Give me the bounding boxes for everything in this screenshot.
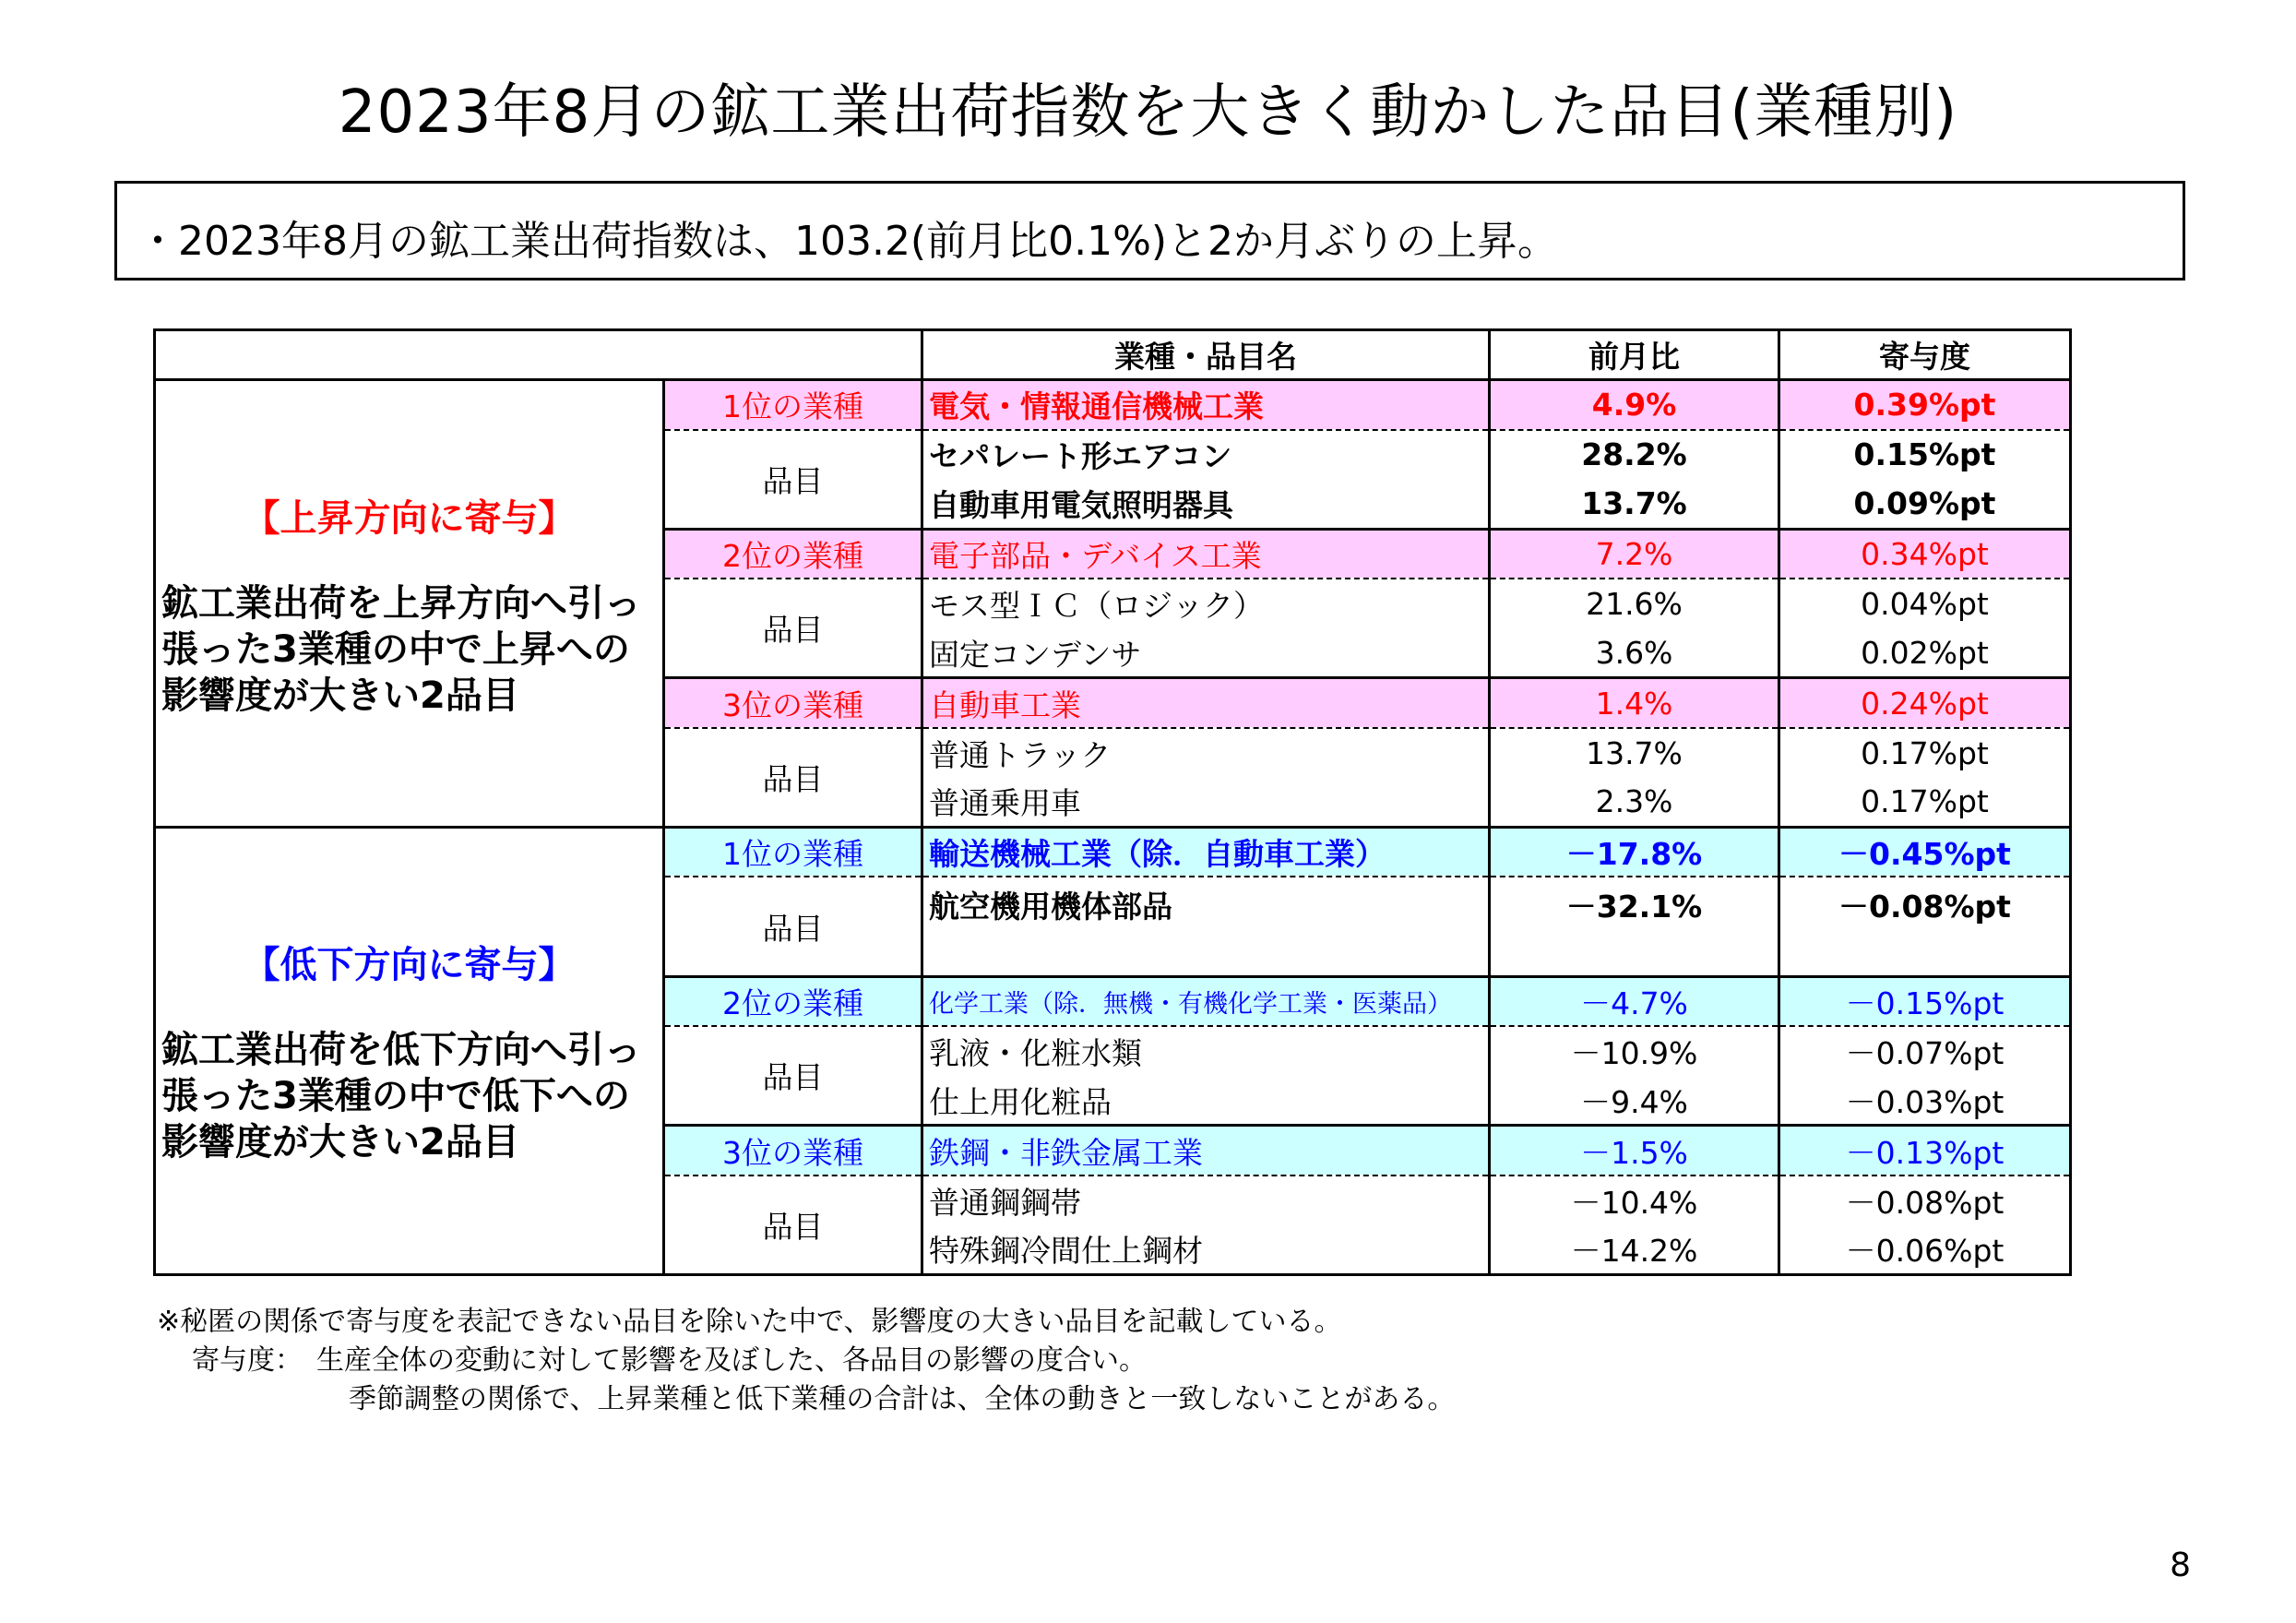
item-mom: －32.1% (1490, 877, 1779, 926)
table-header-row (155, 330, 2071, 380)
item-name: 自動車用電気照明器具 (922, 479, 1490, 529)
header-contrib: 寄与度 (1779, 330, 2071, 380)
item-name: 仕上用化粧品 (922, 1076, 1490, 1126)
page-number: 8 (2170, 1546, 2191, 1584)
down-description: 鉱工業出荷を低下方向へ引っ張った3業種の中で低下への影響度が大きい2品目 (161, 1029, 641, 1164)
industry-name: 電気・情報通信機械工業 (922, 380, 1490, 430)
industry-name: 輸送機械工業（除．自動車工業） (922, 827, 1490, 877)
table-row (155, 827, 2071, 877)
item-label: 品目 (664, 728, 922, 828)
item-mom: 3.6% (1490, 628, 1779, 678)
item-mom: －10.4% (1490, 1175, 1779, 1225)
item-mom: －9.4% (1490, 1076, 1779, 1126)
item-mom: 13.7% (1490, 728, 1779, 778)
item-label: 品目 (664, 579, 922, 678)
footnote-line: 寄与度： 生産全体の変動に対して影響を及ぼした、各品目の影響の度合い。 (192, 1344, 1147, 1377)
industry-mom: 4.9% (1490, 380, 1779, 430)
item-contrib: 0.09%pt (1779, 479, 2071, 529)
item-label: 品目 (664, 1175, 922, 1275)
industry-mom: －17.8% (1490, 827, 1779, 877)
table-row (155, 380, 2071, 430)
empty-cell (922, 926, 1490, 976)
item-label: 品目 (664, 430, 922, 530)
rank-label: 2位の業種 (664, 529, 922, 579)
industry-mom: －1.5% (1490, 1126, 1779, 1175)
page-title: 2023年8月の鉱工業出荷指数を大きく動かした品目(業種別) (338, 78, 1958, 147)
item-name: セパレート形エアコン (922, 430, 1490, 480)
item-contrib: 0.04%pt (1779, 579, 2071, 628)
rank-label: 3位の業種 (664, 678, 922, 728)
item-contrib: －0.07%pt (1779, 1026, 2071, 1076)
header-name: 業種・品目名 (922, 330, 1490, 380)
industry-contrib: －0.15%pt (1779, 976, 2071, 1026)
down-label-cell (155, 827, 664, 1274)
industry-contrib: －0.13%pt (1779, 1126, 2071, 1175)
rank-label: 3位の業種 (664, 1126, 922, 1175)
industry-name: 自動車工業 (922, 678, 1490, 728)
rank-label: 2位の業種 (664, 976, 922, 1026)
item-label: 品目 (664, 1026, 922, 1126)
header-mom: 前月比 (1490, 330, 1779, 380)
item-mom: －14.2% (1490, 1225, 1779, 1275)
item-name: 航空機用機体部品 (922, 877, 1490, 926)
item-mom: 28.2% (1490, 430, 1779, 480)
item-contrib: 0.17%pt (1779, 778, 2071, 828)
industry-contrib: 0.39%pt (1779, 380, 2071, 430)
footnote-line: 季節調整の関係で、上昇業種と低下業種の合計は、全体の動きと一致しないことがある。 (349, 1383, 1456, 1415)
item-name: 特殊鋼冷間仕上鋼材 (922, 1225, 1490, 1275)
down-heading: 【低下方向に寄与】 (243, 944, 576, 987)
up-description: 鉱工業出荷を上昇方向へ引っ張った3業種の中で上昇への影響度が大きい2品目 (161, 581, 641, 717)
item-name: 普通トラック (922, 728, 1490, 778)
up-heading: 【上昇方向に寄与】 (243, 496, 576, 540)
industry-contrib: 0.34%pt (1779, 529, 2071, 579)
item-contrib: －0.08%pt (1779, 877, 2071, 926)
item-contrib: 0.15%pt (1779, 430, 2071, 480)
item-name: モス型ＩＣ（ロジック） (922, 579, 1490, 628)
industry-mom: 1.4% (1490, 678, 1779, 728)
industry-name: 鉄鋼・非鉄金属工業 (922, 1126, 1490, 1175)
empty-cell (1779, 926, 2071, 976)
footnotes (157, 1303, 1455, 1419)
footnote-line: ※秘匿の関係で寄与度を表記できない品目を除いた中で、影響度の大きい品目を記載している。 (157, 1306, 1342, 1338)
item-name: 固定コンデンサ (922, 628, 1490, 678)
item-contrib: －0.08%pt (1779, 1175, 2071, 1225)
summary-text: ・2023年8月の鉱工業出荷指数は、103.2(前月比0.1%)と2か月ぶりの上昇。 (137, 218, 1559, 265)
item-contrib: －0.03%pt (1779, 1076, 2071, 1126)
item-contrib: －0.06%pt (1779, 1225, 2071, 1275)
rank-label: 1位の業種 (664, 827, 922, 877)
item-mom: 21.6% (1490, 579, 1779, 628)
header-blank (155, 330, 922, 380)
industry-mom: 7.2% (1490, 529, 1779, 579)
industry-contrib: －0.45%pt (1779, 827, 2071, 877)
item-contrib: 0.02%pt (1779, 628, 2071, 678)
industry-name: 電子部品・デバイス工業 (922, 529, 1490, 579)
item-name: 普通乗用車 (922, 778, 1490, 828)
item-mom: 13.7% (1490, 479, 1779, 529)
item-name: 普通鋼鋼帯 (922, 1175, 1490, 1225)
item-mom: －10.9% (1490, 1026, 1779, 1076)
item-label: 品目 (664, 877, 922, 976)
industry-mom: －4.7% (1490, 976, 1779, 1026)
industry-name: 化学工業（除．無機・有機化学工業・医薬品） (922, 976, 1490, 1026)
industry-contrib: 0.24%pt (1779, 678, 2071, 728)
up-label-cell (155, 380, 664, 828)
empty-cell (1490, 926, 1779, 976)
item-mom: 2.3% (1490, 778, 1779, 828)
rank-label: 1位の業種 (664, 380, 922, 430)
item-contrib: 0.17%pt (1779, 728, 2071, 778)
contribution-table (153, 328, 2072, 1276)
item-name: 乳液・化粧水類 (922, 1026, 1490, 1076)
summary-box (114, 181, 2185, 280)
